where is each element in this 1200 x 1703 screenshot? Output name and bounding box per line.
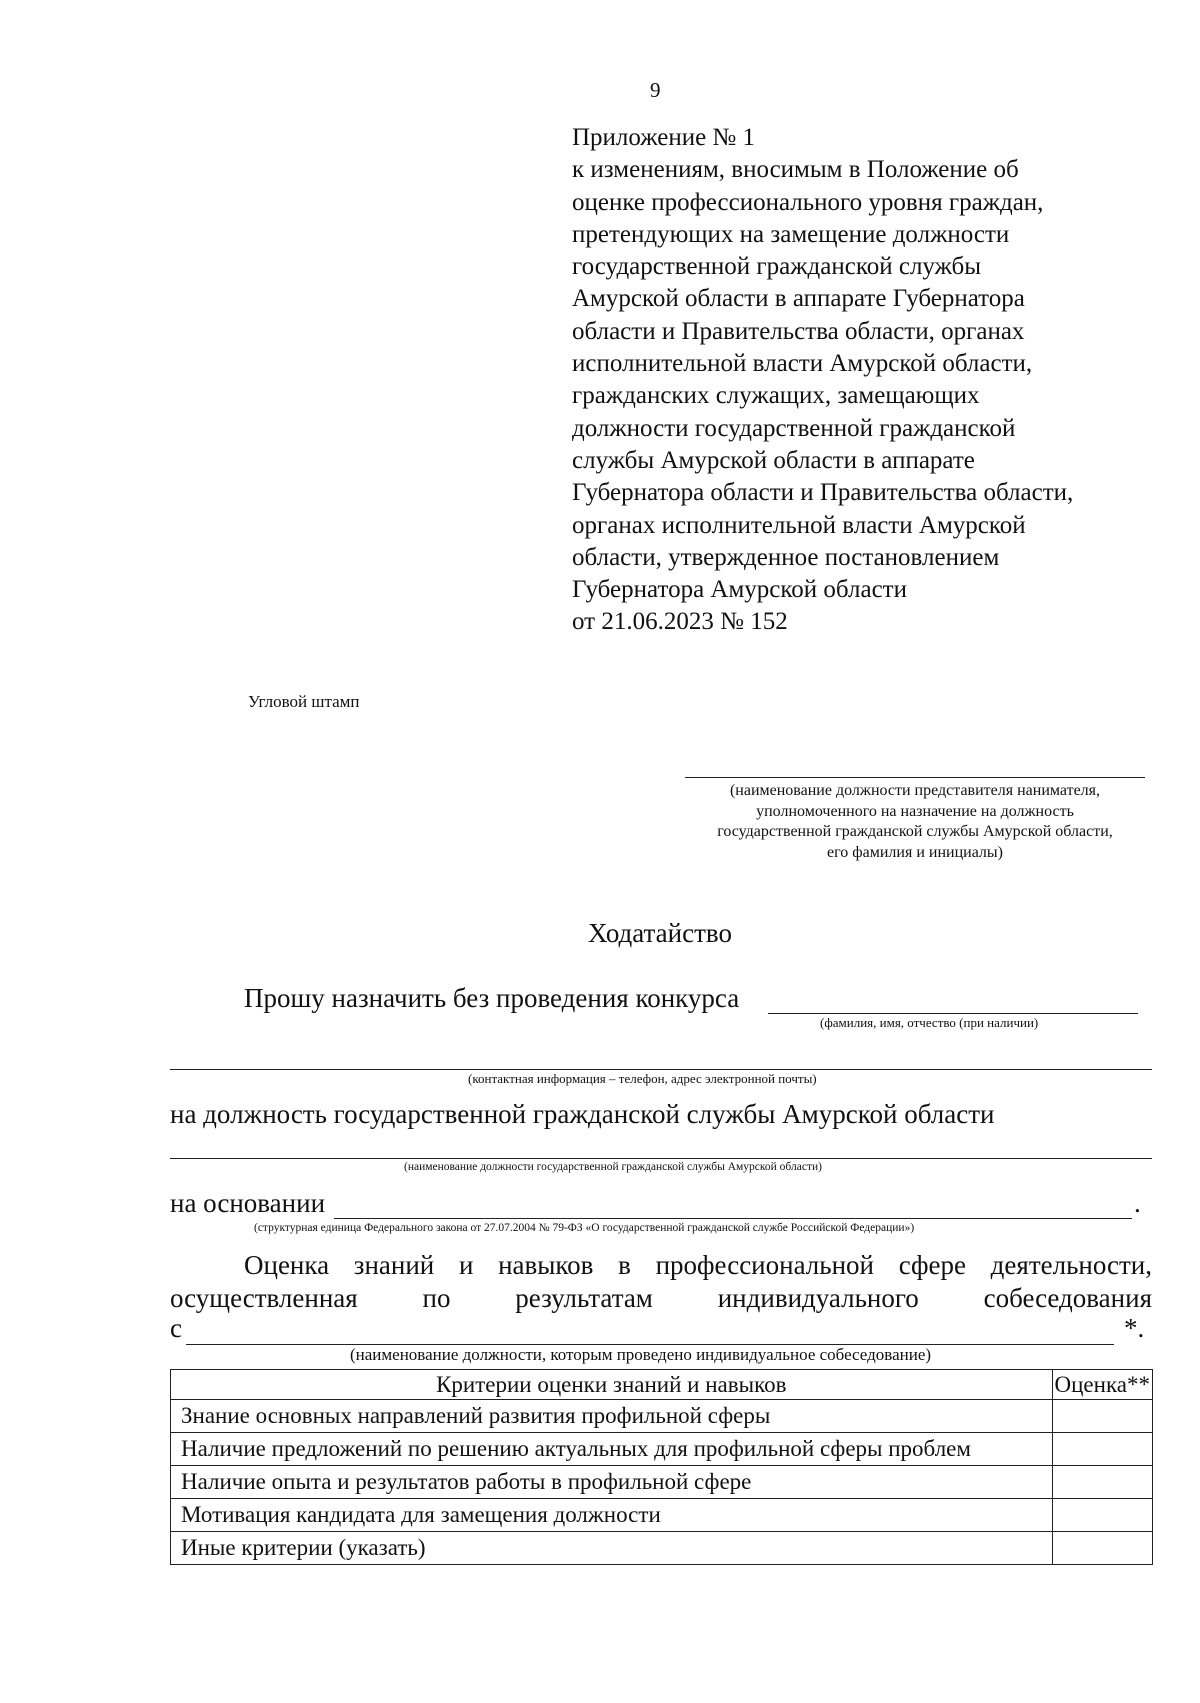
name-line [768,1013,1138,1014]
addressee-line [685,777,1145,778]
score-cell[interactable] [1052,1532,1152,1565]
basis-end: . [1134,1188,1141,1218]
caption-line: государственной гражданской службы Амурской области, [717,823,1113,840]
assessment-line-3-end: *. [1124,1313,1145,1343]
appendix-line: Приложение № 1 [572,124,756,151]
criterion-cell: Иные критерии (указать) [171,1532,1053,1565]
appendix-line: претендующих на замещение должности [572,220,1010,248]
table-row [171,1400,1153,1433]
criterion-cell: Знание основных направлений развития профильной сферы [171,1400,1053,1433]
appendix-line: Губернатора Амурской области [572,576,907,604]
appendix-line: области и Правительства области, органах [572,317,1025,345]
criterion-cell: Наличие предложений по решению актуальных для профильной сферы проблем [171,1433,1053,1466]
document-title: Ходатайство [588,918,732,948]
position-line [170,1158,1152,1159]
table-row [171,1433,1153,1466]
interviewer-caption: (наименование должности, которым проведено индивидуальное собеседование) [350,1345,932,1364]
contact-caption: (контактная информация – телефон, адрес электронной почты) [468,1071,817,1086]
appendix-line: оценке профессионального уровня граждан, [572,188,1044,216]
corner-stamp-label: Угловой штамп [248,692,360,711]
score-cell[interactable] [1052,1433,1152,1466]
assessment-word: результатам [515,1283,653,1313]
assessment-line-1: Оценка знаний и навыков в профессиональной сфере деятельности, [244,1250,1152,1280]
criterion-cell: Наличие опыта и результатов работы в профильной сфере [171,1466,1053,1499]
basis-caption: (структурная единица Федерального закона от 27.07.2004 № 79-ФЗ «О государственной гражданской службе Российской Федерации») [254,1222,915,1234]
assessment-line-3-start: с [170,1313,182,1343]
caption-line: (наименование должности представителя нанимателя, [729,782,1101,799]
appendix-line: исполнительной власти Амурской области, [572,350,1033,378]
score-cell[interactable] [1052,1466,1152,1499]
score-header: Оценка** [1052,1370,1152,1400]
caption-line: его фамилия и инициалы) [826,843,1003,861]
contact-line [170,1069,1152,1070]
table-row [171,1466,1153,1499]
appendix-line: Губернатора области и Правительства области, [572,479,1074,507]
appendix-line: области, утвержденное постановлением [572,543,1000,571]
position-caption: (наименование должности государственной гражданской службы Амурской области) [404,1161,822,1173]
request-text: Прошу назначить без проведения конкурса [244,983,740,1013]
assessment-word: осуществленная [170,1283,358,1313]
appendix-line: службы Амурской области в аппарате [572,446,975,474]
criteria-table [170,1369,1153,1565]
score-cell[interactable] [1052,1499,1152,1532]
score-cell[interactable] [1052,1400,1152,1433]
appendix-line: должности государственной гражданской [572,414,1016,442]
appendix-line: от 21.06.2023 № 152 [572,608,788,636]
criterion-cell: Мотивация кандидата для замещения должности [171,1499,1053,1532]
basis-text: на основании [170,1188,326,1218]
appendix-line: гражданских служащих, замещающих [572,382,980,410]
table-row [171,1499,1153,1532]
assessment-word: собеседования [983,1283,1152,1313]
page-number: 9 [650,78,661,102]
table-row [171,1532,1153,1565]
basis-line [334,1218,1132,1219]
appendix-line: государственной гражданской службы [572,253,982,281]
criteria-header: Критерии оценки знаний и навыков [171,1370,1053,1400]
assessment-line-2 [170,1283,1152,1314]
assessment-word: индивидуального [717,1283,919,1313]
appendix-header [572,122,1172,639]
caption-line: уполномоченного на назначение на должность [756,802,1074,820]
position-text: на должность государственной гражданской службы Амурской области [170,1099,995,1129]
assessment-word: по [422,1283,451,1313]
appendix-line: органах исполнительной власти Амурской [572,511,1026,539]
appendix-line: к изменениям, вносимым в Положение об [572,156,1019,184]
table-header-row [171,1370,1153,1400]
addressee-caption [660,781,1170,863]
name-caption: (фамилия, имя, отчество (при наличии) [820,1015,1039,1030]
appendix-line: Амурской области в аппарате Губернатора [572,285,1025,313]
